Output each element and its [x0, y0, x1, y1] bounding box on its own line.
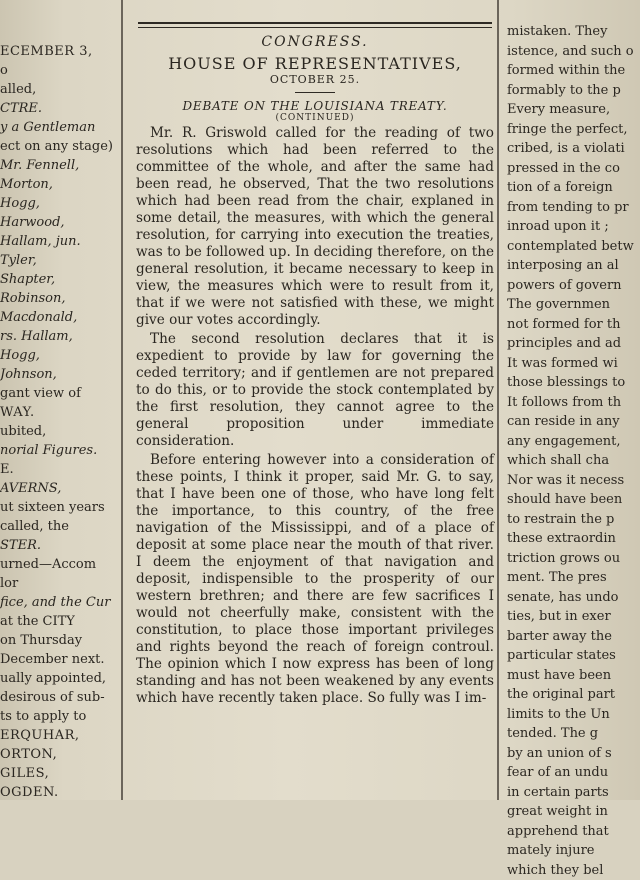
left-column-line: E. [0, 460, 116, 479]
right-column-line: Every measure, [503, 100, 640, 120]
right-column-line: It follows from th [503, 393, 640, 413]
left-column-line: ORTON, [0, 745, 116, 764]
right-column-line: It was formed wi [503, 354, 640, 374]
right-column-line: in certain parts [503, 783, 640, 803]
heading-divider [295, 92, 335, 93]
left-column-line: fice, and the Cur [0, 593, 116, 612]
right-column-line: the original part [503, 685, 640, 705]
left-column-line: gant view of [0, 384, 116, 403]
column-rule-left [121, 0, 123, 800]
right-column-line: ties, but in exer [503, 607, 640, 627]
right-column-line: tended. The g [503, 724, 640, 744]
left-column-line: desirous of sub- [0, 688, 116, 707]
right-column-line: fear of an undu [503, 763, 640, 783]
right-column-line: contemplated betw [503, 237, 640, 257]
left-column-line: Morton, [0, 175, 116, 194]
top-rule [138, 22, 492, 24]
left-column-line: OGDEN. [0, 783, 116, 802]
left-column-line: Hogg, [0, 194, 116, 213]
right-column-line: tion of a foreign [503, 178, 640, 198]
right-column-line: mately injure [503, 841, 640, 861]
right-column-line: barter away the [503, 627, 640, 647]
left-column-line: y a Gentleman [0, 118, 116, 137]
left-column-line: lor [0, 574, 116, 593]
right-column-line: should have been [503, 490, 640, 510]
left-column-line: norial Figures. [0, 441, 116, 460]
left-column-line: Robinson, [0, 289, 116, 308]
right-column-line: mistaken. They [503, 22, 640, 42]
left-column-line: CTRE. [0, 99, 116, 118]
right-column-line: formed within the [503, 61, 640, 81]
paragraph: The second resolution declares that it is expedient to provide by law for governing the ceded territory; and if gentlemen are not prepared to do this, or to provide the stock contemplated by the first resolution, they cannot agree to the general proposition under immediate consideration. [136, 331, 494, 450]
left-column-line: December next. [0, 650, 116, 669]
right-column-line: great weight in [503, 802, 640, 822]
right-column-line: any engagement, [503, 432, 640, 452]
left-column-line: o [0, 61, 116, 80]
right-column-line: istence, and such o [503, 42, 640, 62]
section-heading-congress: CONGRESS. [130, 34, 500, 50]
left-column [0, 0, 116, 842]
paragraph: Before entering however into a consideration of these points, I think it proper, said Mr. G. to say, that I have been one of those, who have long felt the importance, to this country, of the free navigation of the Mississippi, and of a place of deposit at some place near the mouth of that river. I deem the enjoyment of that navigation and deposit, indispensible to the prosperity of our western brethren; and there are few sacrifices I would not cheerfully make, consistent with the constitution, to place those important privileges and rights beyond the reach of foreign controul. The opinion which I now express has been of long standing and has not been weakened by any events which have recently taken place. So fully was I im- [136, 452, 494, 707]
right-column-line: particular states [503, 646, 640, 666]
left-column-line: WAY. [0, 403, 116, 422]
right-column-line: can reside in any [503, 412, 640, 432]
right-column-line: The governmen [503, 295, 640, 315]
top-rule-thin [138, 27, 492, 28]
right-column-line: ment. The pres [503, 568, 640, 588]
left-column-line: called, the [0, 517, 116, 536]
right-column-line: which shall cha [503, 451, 640, 471]
article-title: DEBATE ON THE LOUISIANA TREATY. [130, 99, 500, 113]
left-column-line: urned—Accom [0, 555, 116, 574]
right-column-line: senate, has undo [503, 588, 640, 608]
left-column-line: at the CITY [0, 612, 116, 631]
left-column-line: rs. Hallam, [0, 327, 116, 346]
left-column-line: Johnson, [0, 365, 116, 384]
heading-house: HOUSE OF REPRESENTATIVES, [130, 54, 500, 73]
right-column-line: must have been [503, 666, 640, 686]
right-column-line: powers of govern [503, 276, 640, 296]
right-column-line: to restrain the p [503, 510, 640, 530]
left-column-line: alled, [0, 80, 116, 99]
left-column-line: Harwood, [0, 213, 116, 232]
right-column-line: pressed in the co [503, 159, 640, 179]
left-column-line: ect on any stage) [0, 137, 116, 156]
left-column-line: Shapter, [0, 270, 116, 289]
right-column-line: not formed for th [503, 315, 640, 335]
right-column-line: cribed, is a violati [503, 139, 640, 159]
right-column-line: by an union of s [503, 744, 640, 764]
right-column-line: triction grows ou [503, 549, 640, 569]
left-column-line: ually appointed, [0, 669, 116, 688]
right-column-line: principles and ad [503, 334, 640, 354]
right-column-line: these extraordin [503, 529, 640, 549]
paragraph: Mr. R. Griswold called for the reading of two resolutions which had been referred to the committee of the whole, and after the same had been read, he observed, That the two resolutions which had been read from the chair, explaned in some detail, the measures, with which the general resolution, for carrying into execution the treaties, was to be followed up. In deciding therefore, on the general resolution, it became necessary to keep in view, the measures which were to result from it, that if we were not satisfied with these, we might give our votes accordingly. [136, 125, 494, 329]
left-column-line: ERQUHAR, [0, 726, 116, 745]
left-column-line: on Thursday [0, 631, 116, 650]
right-column-line: interposing an al [503, 256, 640, 276]
left-column-line: ubited, [0, 422, 116, 441]
column-rule-right [497, 0, 499, 800]
right-column-line: those blessings to [503, 373, 640, 393]
right-column-line: which they bel [503, 861, 640, 880]
right-column-line: inroad upon it ; [503, 217, 640, 237]
continued-label: (CONTINUED) [130, 113, 500, 123]
article-body [136, 125, 494, 707]
left-column-line: Hogg, [0, 346, 116, 365]
left-column-line: GILES, [0, 764, 116, 783]
heading-date: OCTOBER 25. [130, 73, 500, 86]
right-column-line: formably to the p [503, 81, 640, 101]
left-column-line: Hallam, jun. [0, 232, 116, 251]
left-column-line: AVERNS, [0, 479, 116, 498]
left-column-line: STER. [0, 536, 116, 555]
left-column-line: ut sixteen years [0, 498, 116, 517]
right-column-line: Nor was it necess [503, 471, 640, 491]
right-column [503, 0, 640, 822]
right-column-line: apprehend that [503, 822, 640, 842]
right-column-line: fringe the perfect, [503, 120, 640, 140]
left-column-line: ECEMBER 3, [0, 42, 116, 61]
left-column-line: Macdonald, [0, 308, 116, 327]
left-column-line: Mr. Fennell, [0, 156, 116, 175]
main-column [130, 0, 500, 800]
right-column-line: limits to the Un [503, 705, 640, 725]
left-column-line: Tyler, [0, 251, 116, 270]
right-column-line: from tending to pr [503, 198, 640, 218]
left-column-line: ts to apply to [0, 707, 116, 726]
